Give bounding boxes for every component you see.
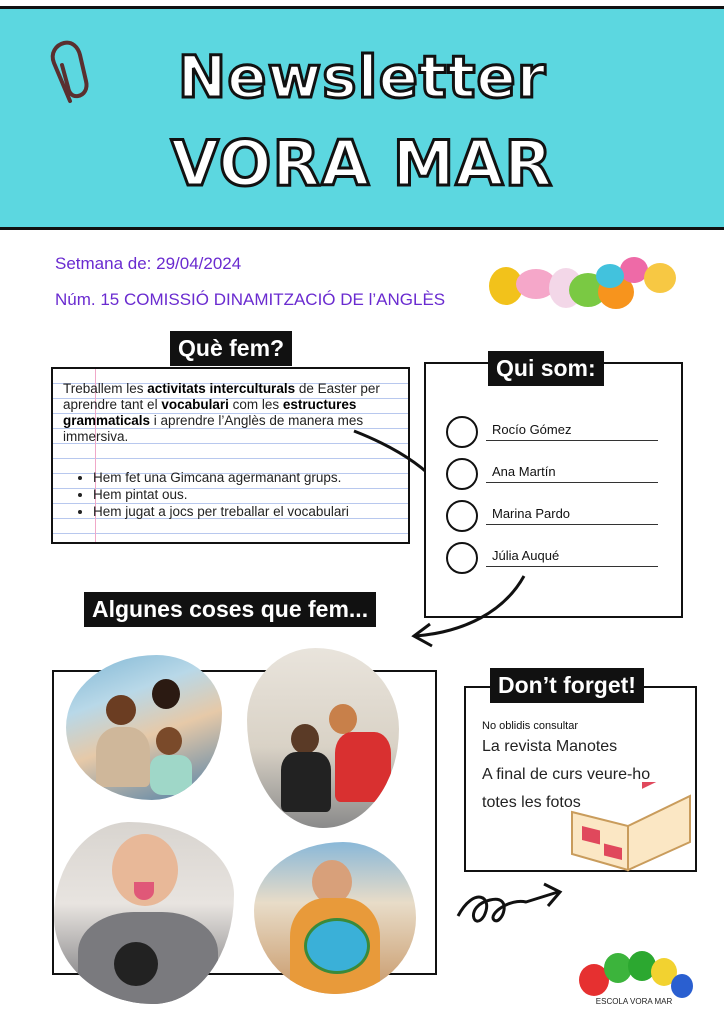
reminder-line: A final de curs veure-ho	[482, 766, 651, 783]
logo-text: ESCOLA VORA MAR	[595, 997, 673, 1006]
loop-arrow-icon	[454, 876, 570, 936]
week-date: Setmana de: 29/04/2024	[55, 254, 242, 273]
issue-line: Núm. 15 COMISSIÓ DINAMITZACIÓ DE l’ANGLÈS	[55, 290, 446, 309]
reminder-line: La revista Manotes	[482, 738, 618, 755]
team-member	[446, 500, 666, 532]
handprints-logo	[572, 942, 696, 1008]
reminder-line: totes les fotos	[482, 794, 581, 811]
checkbox-circle	[446, 542, 478, 574]
checkbox-circle	[446, 458, 478, 490]
qui-som-heading: Qui som:	[488, 351, 604, 386]
header-banner	[0, 6, 724, 230]
reminder-intro: No oblidis consultar	[482, 720, 578, 732]
activities-intro: Treballem les activitats interculturals de Easter per aprendre tant el vocabulari com les estructures grammaticals i aprendre l’Anglès de manera mes immersiva.	[63, 381, 380, 444]
list-item: • Hem jugat a jocs per treballar el vocabulari	[93, 503, 349, 520]
checkbox-circle	[446, 500, 478, 532]
curved-arrow-icon	[404, 572, 534, 652]
member-name: Júlia Auqué	[492, 548, 560, 563]
member-name: Rocío Gómez	[492, 422, 572, 437]
list-item: • Hem pintat ous.	[93, 486, 349, 503]
team-member	[446, 416, 666, 448]
underline	[486, 482, 658, 483]
underline	[486, 440, 658, 441]
algunes-heading: Algunes coses que fem...	[84, 592, 376, 627]
que-fem-heading: Què fem?	[170, 331, 292, 366]
open-book-icon	[566, 782, 696, 872]
activities-list	[79, 469, 349, 520]
newsletter-title: Newsletter	[177, 43, 547, 111]
underline	[486, 566, 658, 567]
list-item: • Hem fet una Gimcana agermanant grups.	[93, 469, 349, 486]
checkbox-circle	[446, 416, 478, 448]
school-title: VORA MAR	[170, 127, 554, 200]
photo-boy-tongue	[54, 822, 234, 1004]
team-member	[446, 542, 666, 574]
easter-eggs-icon	[484, 254, 684, 316]
underline	[486, 524, 658, 525]
member-name: Marina Pardo	[492, 506, 571, 521]
member-name: Ana Martín	[492, 464, 556, 479]
team-member	[446, 458, 666, 490]
dont-forget-heading: Don’t forget!	[490, 668, 644, 703]
